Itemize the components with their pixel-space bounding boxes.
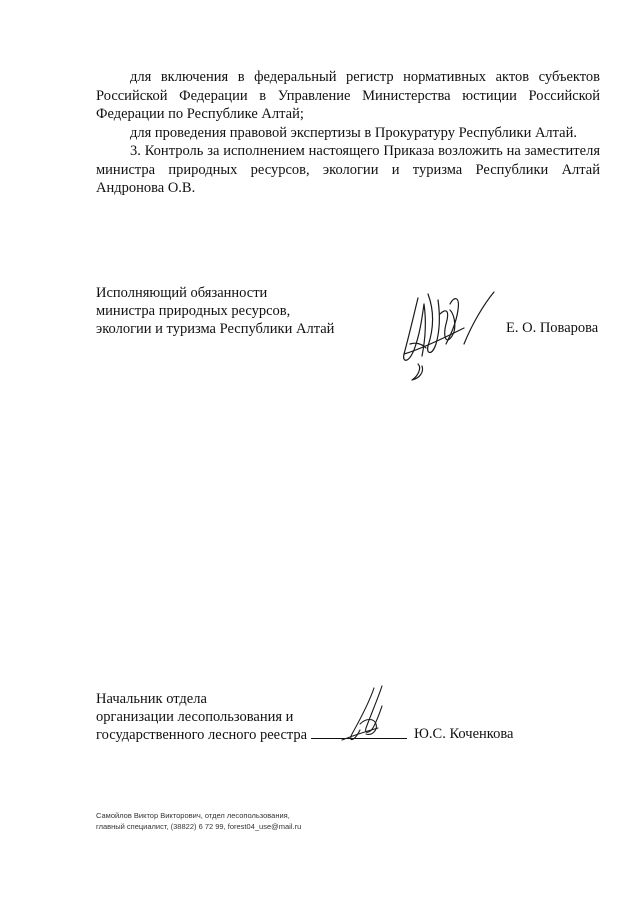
signatory-1-name: Е. О. Поварова [506,320,599,336]
signatory-2-title-line: Начальник отдела [96,691,207,707]
signatory-1-title-line: министра природных ресурсов, [96,303,291,319]
signatory-1-title-line: Исполняющий обязанности [96,285,268,301]
executor-footer [96,810,301,832]
signature-2-image [330,684,394,746]
signature-1-image [388,284,498,390]
paragraph-control: 3. Контроль за исполнением настоящего Приказа возложить на заместителя министра природных ресурсов, экологии и туризма Республики Алтай Андронова О.В. [96,143,600,196]
signatory-1-title-line: экологии и туризма Республики Алтай [96,321,335,337]
paragraph-federal-register: для включения в федеральный регистр нормативных актов субъектов Российской Федерации в Управление Министерства юстиции Российской Федерации по Республике Алтай; [96,69,600,122]
paragraph-prosecutor: для проведения правовой экспертизы в Прокуратуру Республики Алтай. [130,124,577,141]
signatory-2-title-line: государственного лесного реестра [96,727,308,743]
signatory-2-name: Ю.С. Коченкова [414,726,514,742]
footer-line: главный специалист, (38822) 6 72 99, forest04_use@mail.ru [96,822,302,831]
footer-line: Самойлов Виктор Викторович, отдел лесопользования, [96,811,290,820]
order-body-text [96,68,600,198]
signatory-2-title-line: организации лесопользования и [96,709,294,725]
signatory-1-title [96,284,334,338]
